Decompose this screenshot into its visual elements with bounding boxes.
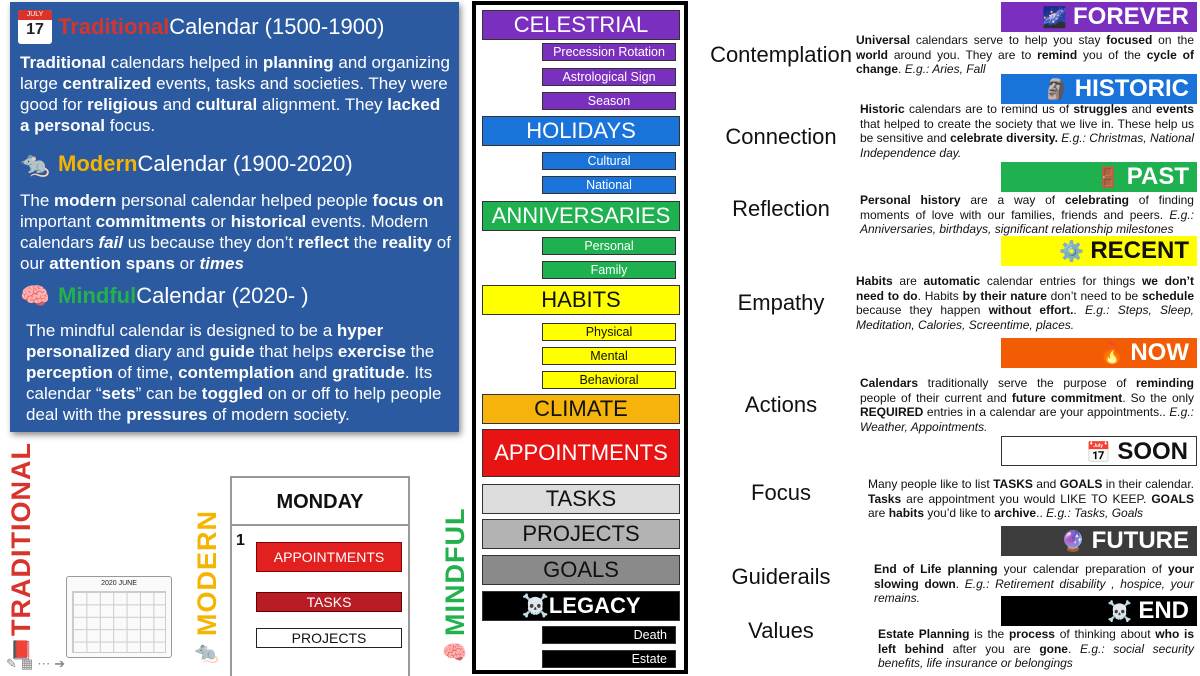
traditional-vertical-label: TRADITIONAL xyxy=(6,442,36,636)
mini-calendar xyxy=(66,576,172,658)
text-segment: are appointment you would LIKE TO KEEP. xyxy=(901,491,1152,506)
timeframe-banner-label: FOREVER xyxy=(1072,3,1189,30)
text-segment: focus. xyxy=(105,116,156,135)
timeframe-description xyxy=(856,33,1194,77)
text-segment: . xyxy=(898,62,905,76)
text-segment: future commitment xyxy=(1011,390,1123,405)
set-holidays[interactable]: HOLIDAYS xyxy=(482,116,680,146)
set-physical[interactable]: Physical xyxy=(542,323,676,341)
text-segment: alignment. They xyxy=(257,95,388,114)
mindful-description xyxy=(26,320,454,425)
value-label-reflection: Reflection xyxy=(732,196,830,221)
text-segment: of modern society. xyxy=(207,405,350,424)
text-segment: Many people like to list xyxy=(868,477,994,491)
timeframe-banner-end[interactable] xyxy=(1001,596,1197,626)
text-segment: and xyxy=(157,95,196,114)
statue-icon: 🗿 xyxy=(1043,79,1069,101)
text-segment: reflect xyxy=(297,233,349,252)
text-segment: remind xyxy=(1037,47,1078,62)
text-segment: REQUIRED xyxy=(860,405,924,419)
text-segment: calendar entries for things xyxy=(980,274,1142,288)
text-segment: Historic xyxy=(860,102,905,116)
text-segment: world xyxy=(856,47,888,62)
text-segment: pressures xyxy=(126,405,208,424)
text-segment: your slowing down xyxy=(874,562,1194,591)
text-segment: that helped to create the society that we live in. These help us be sensitive and xyxy=(860,116,1194,145)
text-segment: you of the xyxy=(1077,47,1147,62)
timeframe-banner-historic[interactable] xyxy=(1001,74,1197,104)
text-segment: calendars helped in xyxy=(105,53,263,72)
text-segment: the xyxy=(405,342,435,361)
text-segment: people of their current and xyxy=(860,390,1012,405)
traditional-title: Calendar (1500-1900) xyxy=(169,14,385,39)
text-segment: toggled xyxy=(201,384,264,403)
timeframe-description xyxy=(878,627,1194,671)
set-season[interactable]: Season xyxy=(542,92,676,110)
text-segment: you’d like to xyxy=(924,506,995,520)
crystal-ball-icon: 🔮 xyxy=(1060,531,1086,553)
timeframe-banner-past[interactable] xyxy=(1001,162,1197,192)
timeframe-banner-soon[interactable] xyxy=(1001,436,1197,466)
day-planner xyxy=(230,476,410,676)
timeframe-banner-label: SOON xyxy=(1117,438,1188,465)
text-segment: struggles xyxy=(1073,102,1128,116)
text-segment: guide xyxy=(209,342,255,361)
brain-icon: 🧠 xyxy=(20,282,50,310)
value-label-contemplation: Contemplation xyxy=(710,42,852,67)
text-segment: process xyxy=(1008,627,1055,641)
set-astrological-sign[interactable]: Astrological Sign xyxy=(542,68,676,86)
timeframe-banner-future[interactable] xyxy=(1001,526,1197,556)
mindful-keyword: Mindful xyxy=(58,283,137,308)
text-segment: and xyxy=(1127,102,1156,116)
text-segment: and xyxy=(294,363,333,382)
text-segment: habits xyxy=(888,506,925,520)
mini-calendar-title: 2020 JUNE xyxy=(101,580,137,587)
modern-keyword: Modern xyxy=(58,151,138,176)
set-habits[interactable]: HABITS xyxy=(482,285,680,315)
text-segment: .. xyxy=(1036,506,1047,520)
value-label-empathy: Empathy xyxy=(737,290,825,315)
text-segment: of thinking about xyxy=(1054,627,1156,641)
set-precession-rotation[interactable]: Precession Rotation xyxy=(542,43,676,61)
set-death[interactable]: Death xyxy=(542,626,676,644)
text-segment: is the xyxy=(969,627,1009,641)
set-estate[interactable]: Estate xyxy=(542,650,676,668)
text-segment: E.g.: Steps, Sleep, Meditation, Calories, Screentime, places. xyxy=(856,303,1194,332)
timeframe-banner-label: NOW xyxy=(1130,339,1189,366)
calendar-icon: JULY 17 xyxy=(18,10,52,44)
text-segment: are xyxy=(868,506,889,520)
text-segment: E.g.: social security benefits, life insurance or belongings xyxy=(878,641,1194,670)
set-family[interactable]: Family xyxy=(542,261,676,279)
timeframe-description xyxy=(856,274,1194,332)
text-segment: . xyxy=(955,576,965,591)
text-segment: commitments xyxy=(95,212,207,231)
text-segment: lacked a personal xyxy=(20,95,441,135)
text-segment: without effort. xyxy=(988,303,1074,317)
modern-title: Calendar (1900-2020) xyxy=(137,151,353,176)
text-segment: . Its calendar “ xyxy=(26,363,433,403)
text-segment: . xyxy=(1073,303,1085,317)
text-segment: events xyxy=(1155,102,1194,116)
door-icon: 🚪 xyxy=(1095,167,1121,189)
text-segment: by their nature xyxy=(962,288,1047,303)
set-national[interactable]: National xyxy=(542,176,676,194)
set-appointments[interactable]: APPOINTMENTS xyxy=(482,429,680,477)
text-segment: celebrating xyxy=(1064,193,1129,207)
timeframe-description xyxy=(860,102,1194,160)
text-segment: E.g.: Tasks, Goals xyxy=(1046,506,1144,520)
timeframe-banner-recent[interactable] xyxy=(1001,236,1197,266)
set-cultural[interactable]: Cultural xyxy=(542,152,676,170)
modern-vertical-label: MODERN xyxy=(192,510,222,636)
text-segment: Tasks xyxy=(868,491,902,506)
traditional-heading xyxy=(18,10,385,44)
text-segment: traditionally serve the purpose of xyxy=(918,376,1136,390)
timeframe-banner-label: RECENT xyxy=(1090,237,1189,264)
skull-icon: ☠️ xyxy=(1107,601,1133,623)
calendar-sets-panel xyxy=(472,1,688,674)
text-segment: times xyxy=(199,254,244,273)
modern-heading xyxy=(18,150,353,178)
timeframe-description xyxy=(860,193,1194,237)
text-segment: End of Life planning xyxy=(874,562,998,576)
mindful-title: Calendar (2020- ) xyxy=(136,283,309,308)
text-segment: exercise xyxy=(337,342,406,361)
gear-icon: ⚙️ xyxy=(1059,241,1085,263)
text-segment: reminding xyxy=(1135,376,1194,390)
set-behavioral[interactable]: Behavioral xyxy=(542,371,676,389)
value-label-guiderails: Guiderails xyxy=(731,564,831,589)
text-segment: events, tasks and societies. They were good for xyxy=(20,74,448,114)
traditional-keyword: Traditional xyxy=(58,14,170,39)
set-mental[interactable]: Mental xyxy=(542,347,676,365)
text-segment: E.g.: Weather, Appointments. xyxy=(860,405,1194,434)
value-label-focus: Focus xyxy=(751,480,811,505)
timeframe-banner-now[interactable] xyxy=(1001,338,1197,368)
set-celestrial[interactable]: CELESTRIAL xyxy=(482,10,680,40)
fire-icon: 🔥 xyxy=(1099,343,1125,365)
text-segment: automatic xyxy=(923,274,981,288)
set-legacy[interactable]: ☠️LEGACY xyxy=(482,591,680,621)
text-segment: don’t need to be xyxy=(1046,288,1142,303)
text-segment: historical xyxy=(230,212,307,231)
text-segment: that helps xyxy=(254,342,338,361)
text-segment: planning xyxy=(262,53,334,72)
modern-description xyxy=(20,190,452,274)
text-segment: Calendars xyxy=(860,376,919,390)
text-segment: on or off to help people deal with the xyxy=(26,384,442,424)
calendar-icon: 📅 xyxy=(1086,442,1112,464)
mouse-icon: 🐀 xyxy=(194,642,219,664)
mini-calendar-grid xyxy=(72,591,166,653)
text-segment: or xyxy=(206,212,231,231)
text-segment: around you. They are to xyxy=(888,47,1038,62)
text-segment: focus on xyxy=(372,191,444,210)
text-segment: or xyxy=(174,254,200,273)
text-segment: calendars serve to help you stay xyxy=(910,33,1107,47)
text-segment: of our xyxy=(20,233,451,273)
text-segment: The mindful calendar is designed to be a xyxy=(26,321,337,340)
text-segment: Personal history xyxy=(860,193,961,207)
text-segment: and xyxy=(1032,477,1060,491)
brain-icon: 🧠 xyxy=(442,642,467,664)
value-label-values: Values xyxy=(748,618,814,643)
text-segment: E.g.: Christmas, National Independence day. xyxy=(860,131,1194,160)
value-label-actions: Actions xyxy=(744,392,818,417)
text-segment: schedule xyxy=(1141,288,1194,303)
text-segment: Habits xyxy=(856,274,893,288)
text-segment: . Habits xyxy=(917,288,963,303)
calendar-history-panel xyxy=(10,2,459,432)
slide-toolbar xyxy=(6,656,65,672)
timeframe-banner-label: HISTORIC xyxy=(1074,75,1189,102)
text-segment: Universal xyxy=(856,33,911,47)
text-segment: important xyxy=(20,212,96,231)
text-segment: who is left behind xyxy=(878,627,1195,656)
text-segment: attention spans xyxy=(49,254,175,273)
timeframe-description xyxy=(860,376,1194,434)
mouse-icon: 🐀 xyxy=(20,150,50,178)
text-segment: celebrate diversity. xyxy=(950,131,1058,145)
text-segment: modern xyxy=(54,191,117,210)
text-segment: reality xyxy=(381,233,433,252)
text-segment: cultural xyxy=(195,95,258,114)
timeframe-banner-label: FUTURE xyxy=(1091,527,1189,554)
text-segment: hyper personalized xyxy=(26,321,384,361)
text-segment: of finding moments of love with our families, friends and peers. xyxy=(860,193,1194,222)
text-segment: us because they don’t xyxy=(123,233,298,252)
grid-icon[interactable]: ▦ xyxy=(20,656,34,671)
text-segment: E.g.: Retirement disability , hospice, your remains. xyxy=(874,576,1195,605)
timeframe-banner-label: PAST xyxy=(1126,163,1189,190)
text-segment: and organizing large xyxy=(20,53,450,93)
text-segment: calendars are to remind us of xyxy=(904,102,1074,116)
timeframe-banner-forever[interactable] xyxy=(1001,2,1197,32)
text-segment: E.g.: Anniversaries, birthdays, significant relationship milestones xyxy=(860,207,1194,236)
galaxy-icon: 🌌 xyxy=(1042,7,1067,29)
text-segment: religious xyxy=(87,95,158,114)
text-segment: of time, xyxy=(112,363,179,382)
text-segment: events. Modern calendars xyxy=(20,212,429,252)
text-segment: Estate Planning xyxy=(878,627,970,641)
text-segment: E.g.: Aries, Fall xyxy=(904,62,986,76)
text-segment: personal calendar helped people xyxy=(116,191,373,210)
text-segment: focused xyxy=(1106,33,1153,47)
text-segment: gone xyxy=(1039,641,1068,656)
text-segment: your calendar preparation of xyxy=(997,562,1168,576)
text-segment: entries in a calendar are your appointments.. xyxy=(923,405,1170,419)
planner-day: MONDAY xyxy=(232,478,408,526)
mindful-heading xyxy=(18,282,309,310)
more-icon[interactable]: ⋯ xyxy=(37,656,51,671)
pen-icon[interactable]: ✎ xyxy=(6,656,17,671)
text-segment: are a way of xyxy=(960,193,1065,207)
text-segment: are xyxy=(892,274,924,288)
set-personal[interactable]: Personal xyxy=(542,237,676,255)
traditional-description xyxy=(20,52,452,136)
text-segment: fail xyxy=(98,233,123,252)
text-segment: contemplation xyxy=(178,363,295,382)
traditional-book-icon: 📕 xyxy=(10,640,33,660)
text-segment: on the xyxy=(1152,33,1195,47)
value-label-connection: Connection xyxy=(725,124,837,149)
next-icon[interactable]: ➔ xyxy=(54,656,66,671)
planner-appointments: APPOINTMENTS xyxy=(256,542,402,572)
set-goals[interactable]: GOALS xyxy=(482,555,680,585)
text-segment: Traditional xyxy=(20,53,106,72)
text-segment: archive xyxy=(994,506,1037,520)
text-segment: after you are xyxy=(943,641,1040,656)
text-segment: . xyxy=(1067,641,1080,656)
text-segment: perception xyxy=(26,363,113,382)
set-tasks[interactable]: TASKS xyxy=(482,484,680,514)
text-segment: ” can be xyxy=(135,384,202,403)
text-segment: diary and xyxy=(129,342,210,361)
text-segment: The xyxy=(20,191,55,210)
planner-date: 1 xyxy=(236,532,245,549)
timeframe-banner-label: END xyxy=(1138,597,1189,624)
text-segment: sets xyxy=(101,384,136,403)
text-segment: . So the only xyxy=(1122,390,1194,405)
set-projects[interactable]: PROJECTS xyxy=(482,519,680,549)
planner-tasks: TASKS xyxy=(256,592,402,612)
text-segment: we don’t need to do xyxy=(856,274,1194,303)
planner-projects: PROJECTS xyxy=(256,628,402,648)
text-segment: GOALS xyxy=(1151,491,1194,506)
text-segment: gratitude xyxy=(332,363,405,382)
text-segment: cycle of change xyxy=(856,47,1194,76)
text-segment: TASKS xyxy=(993,477,1033,491)
text-segment: because they happen xyxy=(856,303,989,317)
text-segment: the xyxy=(348,233,382,252)
mindful-vertical-label: MINDFUL xyxy=(440,507,470,636)
text-segment: in their calendar. xyxy=(1102,477,1194,491)
set-climate[interactable]: CLIMATE xyxy=(482,394,680,424)
text-segment: GOALS xyxy=(1059,477,1103,491)
set-anniversaries[interactable]: ANNIVERSARIES xyxy=(482,201,680,231)
timeframe-description xyxy=(868,477,1194,521)
text-segment: centralized xyxy=(62,74,152,93)
